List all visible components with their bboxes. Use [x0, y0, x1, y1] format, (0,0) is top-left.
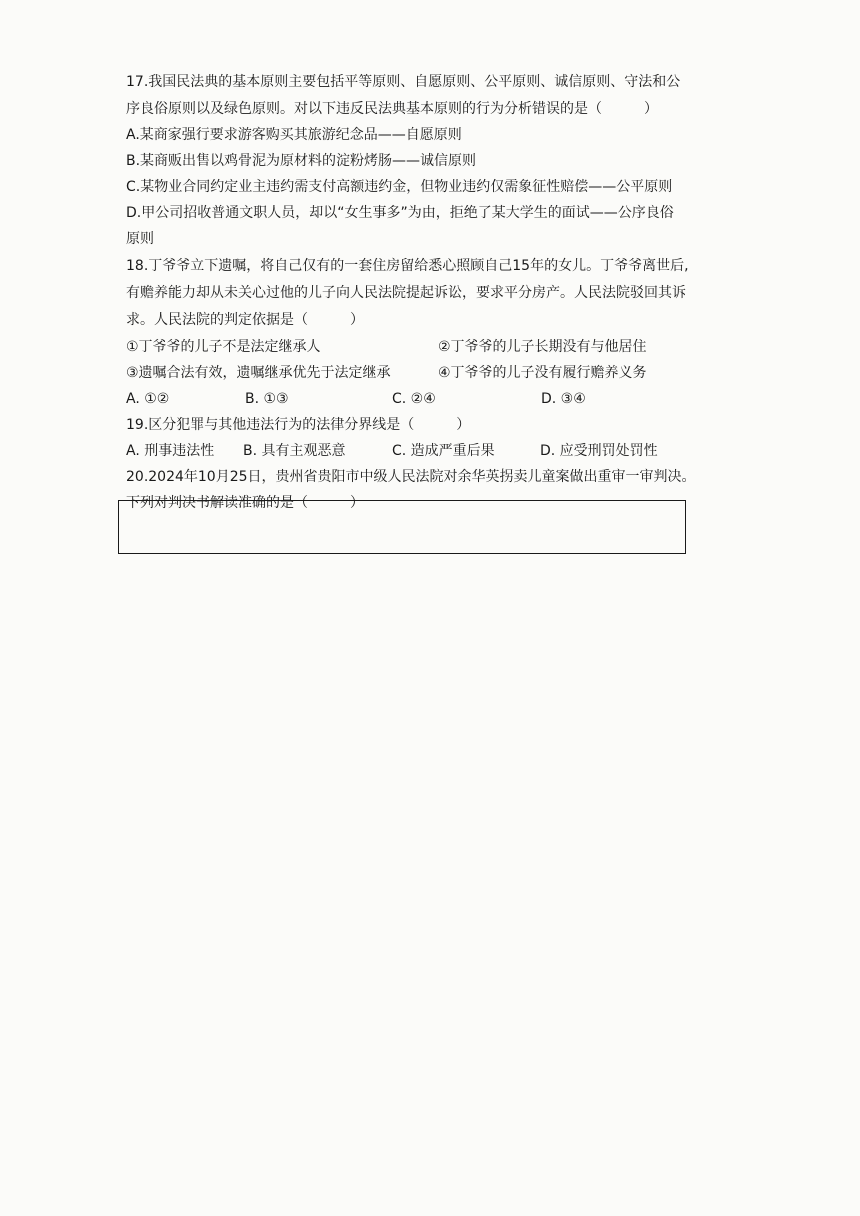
q19-option-b: B. 具有主观恶意 [243, 443, 346, 459]
q17-option-d-line2: 原则 [126, 231, 154, 247]
q18-stem-line1: 18.丁爷爷立下遗嘱，将自己仅有的一套住房留给悉心照顾自己15年的女儿。丁爷爷离世后, [126, 258, 689, 274]
q19-option-d: D. 应受刑罚处罚性 [540, 443, 658, 459]
q18-stem-line2: 有赡养能力却从未关心过他的儿子向人民法院提起诉讼，要求平分房产。人民法院驳回其诉 [126, 285, 686, 301]
q19-option-a: A. 刑事违法性 [126, 443, 215, 459]
q17-option-a: A.某商家强行要求游客购买其旅游纪念品——自愿原则 [126, 127, 462, 143]
q17-option-b: B.某商贩出售以鸡骨泥为原材料的淀粉烤肠——诚信原则 [126, 153, 477, 169]
q18-statement-2: ②丁爷爷的儿子长期没有与他居住 [438, 339, 647, 355]
q17-stem-line2: 序良俗原则以及绿色原则。对以下违反民法典基本原则的行为分析错误的是（ ） [126, 101, 658, 117]
q19-option-c: C. 造成严重后果 [392, 443, 495, 459]
q20-stem-line1: 20.2024年10月25日，贵州省贵阳市中级人民法院对余华英拐卖儿童案做出重审一审判决。 [126, 469, 696, 485]
q18-statement-1: ①丁爷爷的儿子不是法定继承人 [126, 339, 321, 355]
q17-stem-line1: 17.我国民法典的基本原则主要包括平等原则、自愿原则、公平原则、诚信原则、守法和公 [126, 74, 681, 90]
q18-option-d: D. ③④ [541, 391, 586, 407]
q17-option-d-line1: D.甲公司招收普通文职人员，却以“女生事多”为由，拒绝了某大学生的面试——公序良俗 [126, 205, 674, 221]
q18-option-a: A. ①② [126, 391, 170, 407]
q17-option-c: C.某物业合同约定业主违约需支付高额违约金，但物业违约仅需象征性赔偿——公平原则 [126, 179, 673, 195]
q18-option-c: C. ②④ [392, 391, 436, 407]
judgment-excerpt-box [118, 500, 686, 554]
q20-stem-line2: 下列对判决书解读准确的是（ ） [126, 495, 364, 511]
q18-statement-4: ④丁爷爷的儿子没有履行赡养义务 [438, 365, 647, 381]
q19-stem: 19.区分犯罪与其他违法行为的法律分界线是（ ） [126, 417, 471, 433]
q18-option-b: B. ①③ [245, 391, 289, 407]
q18-stem-line3: 求。人民法院的判定依据是（ ） [126, 312, 364, 328]
q18-statement-3: ③遗嘱合法有效，遗嘱继承优先于法定继承 [126, 365, 391, 381]
